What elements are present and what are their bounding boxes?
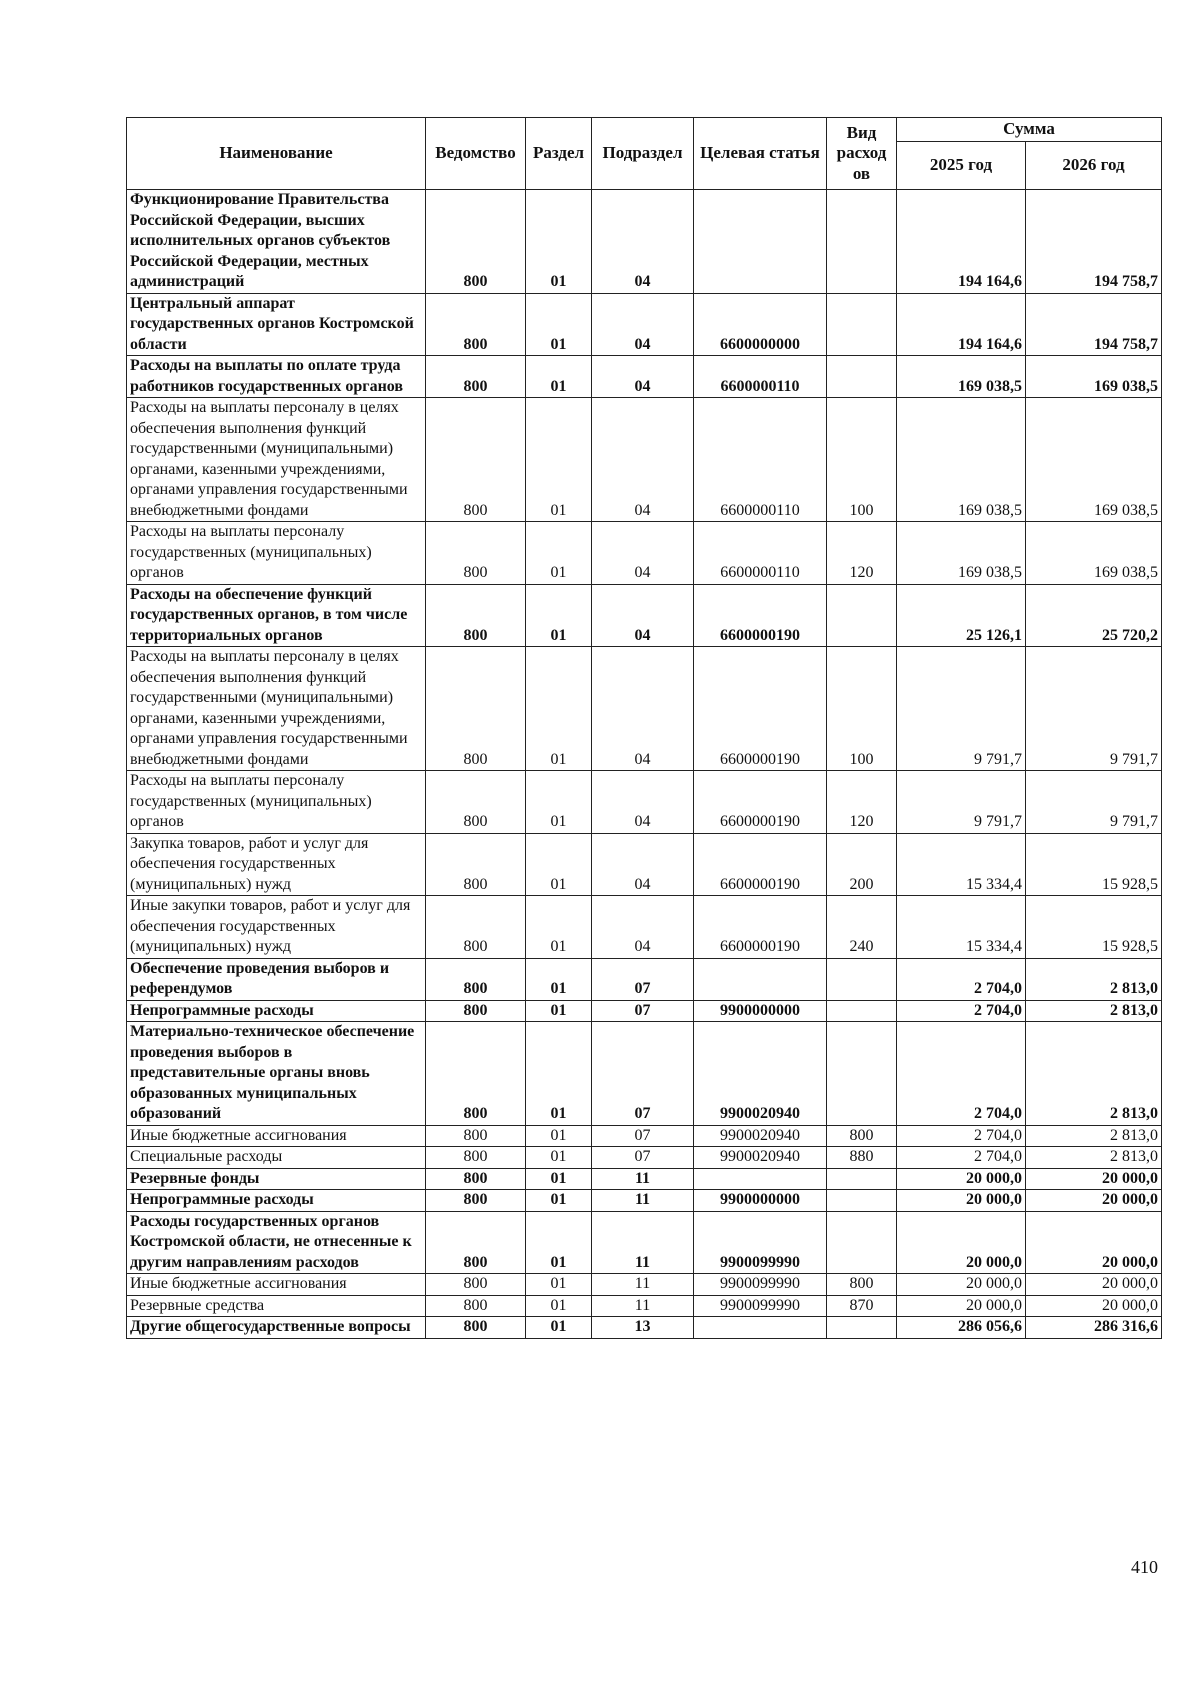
row-vedomstvo: 800 xyxy=(426,522,526,585)
row-vid-rashodov xyxy=(827,958,897,1000)
row-podrazdel: 04 xyxy=(592,647,694,771)
row-name: Расходы на выплаты персоналу в целях обеспечения выполнения функций государственными (муниципальными) органами, казенными учреждениями, органами управления государственными внебюджетными фондами xyxy=(127,398,426,522)
row-sum-2025: 2 704,0 xyxy=(897,1147,1026,1169)
row-sum-2025: 9 791,7 xyxy=(897,771,1026,834)
header-name: Наименование xyxy=(127,118,426,190)
row-name: Расходы на выплаты персоналу в целях обеспечения выполнения функций государственными (муниципальными) органами, казенными учреждениями, органами управления государственными внебюджетными фондами xyxy=(127,647,426,771)
row-podrazdel: 04 xyxy=(592,293,694,356)
row-celevaya-statya: 6600000190 xyxy=(694,584,827,647)
row-vid-rashodov xyxy=(827,584,897,647)
header-celevaya-statya: Целевая статья xyxy=(694,118,827,190)
row-sum-2025: 169 038,5 xyxy=(897,356,1026,398)
table-row xyxy=(127,1168,1162,1190)
row-podrazdel: 04 xyxy=(592,190,694,294)
row-razdel: 01 xyxy=(526,896,592,959)
row-sum-2025: 169 038,5 xyxy=(897,522,1026,585)
row-podrazdel: 04 xyxy=(592,398,694,522)
table-body xyxy=(127,190,1162,1339)
row-vid-rashodov: 800 xyxy=(827,1274,897,1296)
row-vid-rashodov: 870 xyxy=(827,1295,897,1317)
row-vedomstvo: 800 xyxy=(426,1125,526,1147)
row-sum-2026: 20 000,0 xyxy=(1026,1190,1162,1212)
row-podrazdel: 07 xyxy=(592,1000,694,1022)
row-razdel: 01 xyxy=(526,1168,592,1190)
row-name: Функционирование Правительства Российской Федерации, высших исполнительных органов субъектов Российской Федерации, местных администраций xyxy=(127,190,426,294)
row-name: Расходы государственных органов Костромской области, не отнесенные к другим направлениям расходов xyxy=(127,1211,426,1274)
row-sum-2026: 2 813,0 xyxy=(1026,958,1162,1000)
row-name: Резервные фонды xyxy=(127,1168,426,1190)
row-razdel: 01 xyxy=(526,771,592,834)
row-razdel: 01 xyxy=(526,647,592,771)
row-podrazdel: 11 xyxy=(592,1295,694,1317)
row-podrazdel: 04 xyxy=(592,356,694,398)
row-celevaya-statya xyxy=(694,1317,827,1339)
row-podrazdel: 04 xyxy=(592,771,694,834)
row-razdel: 01 xyxy=(526,190,592,294)
row-razdel: 01 xyxy=(526,1274,592,1296)
row-sum-2026: 2 813,0 xyxy=(1026,1125,1162,1147)
row-sum-2026: 20 000,0 xyxy=(1026,1274,1162,1296)
row-celevaya-statya: 9900099990 xyxy=(694,1274,827,1296)
header-year-2025: 2025 год xyxy=(897,142,1026,190)
row-name: Специальные расходы xyxy=(127,1147,426,1169)
row-vedomstvo: 800 xyxy=(426,1168,526,1190)
row-vedomstvo: 800 xyxy=(426,1295,526,1317)
row-podrazdel: 04 xyxy=(592,584,694,647)
row-razdel: 01 xyxy=(526,1190,592,1212)
row-vid-rashodov xyxy=(827,1211,897,1274)
row-name: Центральный аппарат государственных органов Костромской области xyxy=(127,293,426,356)
row-sum-2026: 9 791,7 xyxy=(1026,647,1162,771)
row-celevaya-statya: 6600000190 xyxy=(694,771,827,834)
row-celevaya-statya: 6600000190 xyxy=(694,896,827,959)
row-podrazdel: 11 xyxy=(592,1211,694,1274)
row-podrazdel: 11 xyxy=(592,1274,694,1296)
row-podrazdel: 04 xyxy=(592,833,694,896)
row-celevaya-statya xyxy=(694,1168,827,1190)
header-year-2026: 2026 год xyxy=(1026,142,1162,190)
row-sum-2025: 286 056,6 xyxy=(897,1317,1026,1339)
row-celevaya-statya xyxy=(694,190,827,294)
table-row xyxy=(127,958,1162,1000)
row-celevaya-statya: 6600000110 xyxy=(694,522,827,585)
row-name: Расходы на выплаты по оплате труда работников государственных органов xyxy=(127,356,426,398)
table-row xyxy=(127,1295,1162,1317)
row-sum-2026: 9 791,7 xyxy=(1026,771,1162,834)
row-celevaya-statya: 9900020940 xyxy=(694,1147,827,1169)
row-sum-2025: 20 000,0 xyxy=(897,1190,1026,1212)
row-sum-2026: 194 758,7 xyxy=(1026,293,1162,356)
row-podrazdel: 13 xyxy=(592,1317,694,1339)
table-row xyxy=(127,293,1162,356)
row-razdel: 01 xyxy=(526,584,592,647)
row-razdel: 01 xyxy=(526,356,592,398)
table-row xyxy=(127,1274,1162,1296)
table-row xyxy=(127,1022,1162,1126)
table-row xyxy=(127,1000,1162,1022)
row-razdel: 01 xyxy=(526,958,592,1000)
row-celevaya-statya: 9900099990 xyxy=(694,1295,827,1317)
row-podrazdel: 07 xyxy=(592,1125,694,1147)
row-sum-2026: 15 928,5 xyxy=(1026,896,1162,959)
header-podrazdel: Подраздел xyxy=(592,118,694,190)
row-vedomstvo: 800 xyxy=(426,293,526,356)
row-vid-rashodov: 120 xyxy=(827,522,897,585)
row-celevaya-statya: 9900020940 xyxy=(694,1125,827,1147)
row-sum-2026: 169 038,5 xyxy=(1026,398,1162,522)
row-name: Закупка товаров, работ и услуг для обеспечения государственных (муниципальных) нужд xyxy=(127,833,426,896)
row-sum-2025: 20 000,0 xyxy=(897,1274,1026,1296)
row-celevaya-statya: 6600000190 xyxy=(694,647,827,771)
row-name: Расходы на обеспечение функций государственных органов, в том числе территориальных органов xyxy=(127,584,426,647)
row-sum-2026: 20 000,0 xyxy=(1026,1168,1162,1190)
row-podrazdel: 04 xyxy=(592,522,694,585)
row-vid-rashodov: 880 xyxy=(827,1147,897,1169)
table-row xyxy=(127,190,1162,294)
row-celevaya-statya: 9900099990 xyxy=(694,1211,827,1274)
table-header xyxy=(127,118,1162,190)
row-sum-2026: 20 000,0 xyxy=(1026,1295,1162,1317)
row-sum-2025: 194 164,6 xyxy=(897,190,1026,294)
table-row xyxy=(127,1125,1162,1147)
row-podrazdel: 11 xyxy=(592,1190,694,1212)
table-row xyxy=(127,771,1162,834)
table-row xyxy=(127,1147,1162,1169)
header-vedomstvo: Ведомство xyxy=(426,118,526,190)
row-name: Иные бюджетные ассигнования xyxy=(127,1125,426,1147)
row-name: Другие общегосударственные вопросы xyxy=(127,1317,426,1339)
table-row xyxy=(127,398,1162,522)
table-row xyxy=(127,833,1162,896)
row-razdel: 01 xyxy=(526,1295,592,1317)
row-razdel: 01 xyxy=(526,833,592,896)
row-vedomstvo: 800 xyxy=(426,647,526,771)
row-vedomstvo: 800 xyxy=(426,190,526,294)
row-sum-2026: 169 038,5 xyxy=(1026,522,1162,585)
row-sum-2026: 15 928,5 xyxy=(1026,833,1162,896)
row-celevaya-statya xyxy=(694,958,827,1000)
row-vedomstvo: 800 xyxy=(426,1190,526,1212)
row-celevaya-statya: 6600000110 xyxy=(694,356,827,398)
row-razdel: 01 xyxy=(526,293,592,356)
row-vedomstvo: 800 xyxy=(426,584,526,647)
row-vid-rashodov: 100 xyxy=(827,647,897,771)
row-razdel: 01 xyxy=(526,1125,592,1147)
row-name: Иные бюджетные ассигнования xyxy=(127,1274,426,1296)
row-razdel: 01 xyxy=(526,398,592,522)
header-razdel: Раздел xyxy=(526,118,592,190)
row-sum-2026: 20 000,0 xyxy=(1026,1211,1162,1274)
row-sum-2025: 15 334,4 xyxy=(897,833,1026,896)
table-row xyxy=(127,1190,1162,1212)
row-vid-rashodov xyxy=(827,1168,897,1190)
row-name: Расходы на выплаты персоналу государственных (муниципальных) органов xyxy=(127,522,426,585)
page-number: 410 xyxy=(1131,1557,1158,1577)
row-razdel: 01 xyxy=(526,522,592,585)
row-vedomstvo: 800 xyxy=(426,356,526,398)
row-name: Материально-техническое обеспечение проведения выборов в представительные органы вновь образованных муниципальных образований xyxy=(127,1022,426,1126)
row-vedomstvo: 800 xyxy=(426,896,526,959)
header-summa: Сумма xyxy=(897,118,1162,142)
row-sum-2025: 2 704,0 xyxy=(897,958,1026,1000)
row-celevaya-statya: 9900000000 xyxy=(694,1000,827,1022)
row-sum-2025: 25 126,1 xyxy=(897,584,1026,647)
row-sum-2025: 2 704,0 xyxy=(897,1000,1026,1022)
row-vid-rashodov xyxy=(827,293,897,356)
row-vedomstvo: 800 xyxy=(426,1147,526,1169)
row-name: Обеспечение проведения выборов и референдумов xyxy=(127,958,426,1000)
table-row xyxy=(127,584,1162,647)
row-podrazdel: 07 xyxy=(592,1022,694,1126)
row-vid-rashodov xyxy=(827,1000,897,1022)
row-sum-2026: 194 758,7 xyxy=(1026,190,1162,294)
row-sum-2025: 9 791,7 xyxy=(897,647,1026,771)
row-podrazdel: 07 xyxy=(592,958,694,1000)
row-vedomstvo: 800 xyxy=(426,958,526,1000)
row-vid-rashodov xyxy=(827,356,897,398)
row-sum-2026: 2 813,0 xyxy=(1026,1022,1162,1126)
row-podrazdel: 04 xyxy=(592,896,694,959)
row-sum-2025: 169 038,5 xyxy=(897,398,1026,522)
row-sum-2026: 25 720,2 xyxy=(1026,584,1162,647)
row-razdel: 01 xyxy=(526,1211,592,1274)
row-vid-rashodov xyxy=(827,1317,897,1339)
row-sum-2025: 2 704,0 xyxy=(897,1125,1026,1147)
row-name: Непрограммные расходы xyxy=(127,1000,426,1022)
row-sum-2025: 20 000,0 xyxy=(897,1168,1026,1190)
row-vid-rashodov: 800 xyxy=(827,1125,897,1147)
row-vid-rashodov: 120 xyxy=(827,771,897,834)
row-celevaya-statya: 6600000000 xyxy=(694,293,827,356)
row-vedomstvo: 800 xyxy=(426,1317,526,1339)
table-row xyxy=(127,1211,1162,1274)
row-razdel: 01 xyxy=(526,1000,592,1022)
row-name: Расходы на выплаты персоналу государственных (муниципальных) органов xyxy=(127,771,426,834)
row-name: Резервные средства xyxy=(127,1295,426,1317)
row-vedomstvo: 800 xyxy=(426,1274,526,1296)
row-sum-2026: 2 813,0 xyxy=(1026,1000,1162,1022)
table-row xyxy=(127,896,1162,959)
row-name: Иные закупки товаров, работ и услуг для обеспечения государственных (муниципальных) нужд xyxy=(127,896,426,959)
header-vid-rashodov: Вид расход ов xyxy=(827,118,897,190)
row-razdel: 01 xyxy=(526,1022,592,1126)
row-vedomstvo: 800 xyxy=(426,771,526,834)
table-row xyxy=(127,1317,1162,1339)
budget-table xyxy=(126,117,1162,1339)
row-vedomstvo: 800 xyxy=(426,833,526,896)
row-razdel: 01 xyxy=(526,1147,592,1169)
row-sum-2026: 169 038,5 xyxy=(1026,356,1162,398)
row-name: Непрограммные расходы xyxy=(127,1190,426,1212)
row-sum-2026: 2 813,0 xyxy=(1026,1147,1162,1169)
row-sum-2025: 194 164,6 xyxy=(897,293,1026,356)
row-celevaya-statya: 6600000110 xyxy=(694,398,827,522)
row-vid-rashodov: 100 xyxy=(827,398,897,522)
row-vedomstvo: 800 xyxy=(426,1022,526,1126)
row-sum-2026: 286 316,6 xyxy=(1026,1317,1162,1339)
table-row xyxy=(127,522,1162,585)
row-vid-rashodov xyxy=(827,1022,897,1126)
row-celevaya-statya: 9900000000 xyxy=(694,1190,827,1212)
row-celevaya-statya: 6600000190 xyxy=(694,833,827,896)
row-sum-2025: 15 334,4 xyxy=(897,896,1026,959)
row-razdel: 01 xyxy=(526,1317,592,1339)
row-sum-2025: 20 000,0 xyxy=(897,1211,1026,1274)
row-podrazdel: 07 xyxy=(592,1147,694,1169)
row-sum-2025: 20 000,0 xyxy=(897,1295,1026,1317)
row-celevaya-statya: 9900020940 xyxy=(694,1022,827,1126)
row-vid-rashodov xyxy=(827,190,897,294)
row-vid-rashodov: 200 xyxy=(827,833,897,896)
row-vid-rashodov xyxy=(827,1190,897,1212)
row-vid-rashodov: 240 xyxy=(827,896,897,959)
row-podrazdel: 11 xyxy=(592,1168,694,1190)
table-row xyxy=(127,647,1162,771)
row-sum-2025: 2 704,0 xyxy=(897,1022,1026,1126)
row-vedomstvo: 800 xyxy=(426,1000,526,1022)
row-vedomstvo: 800 xyxy=(426,398,526,522)
table-row xyxy=(127,356,1162,398)
row-vedomstvo: 800 xyxy=(426,1211,526,1274)
